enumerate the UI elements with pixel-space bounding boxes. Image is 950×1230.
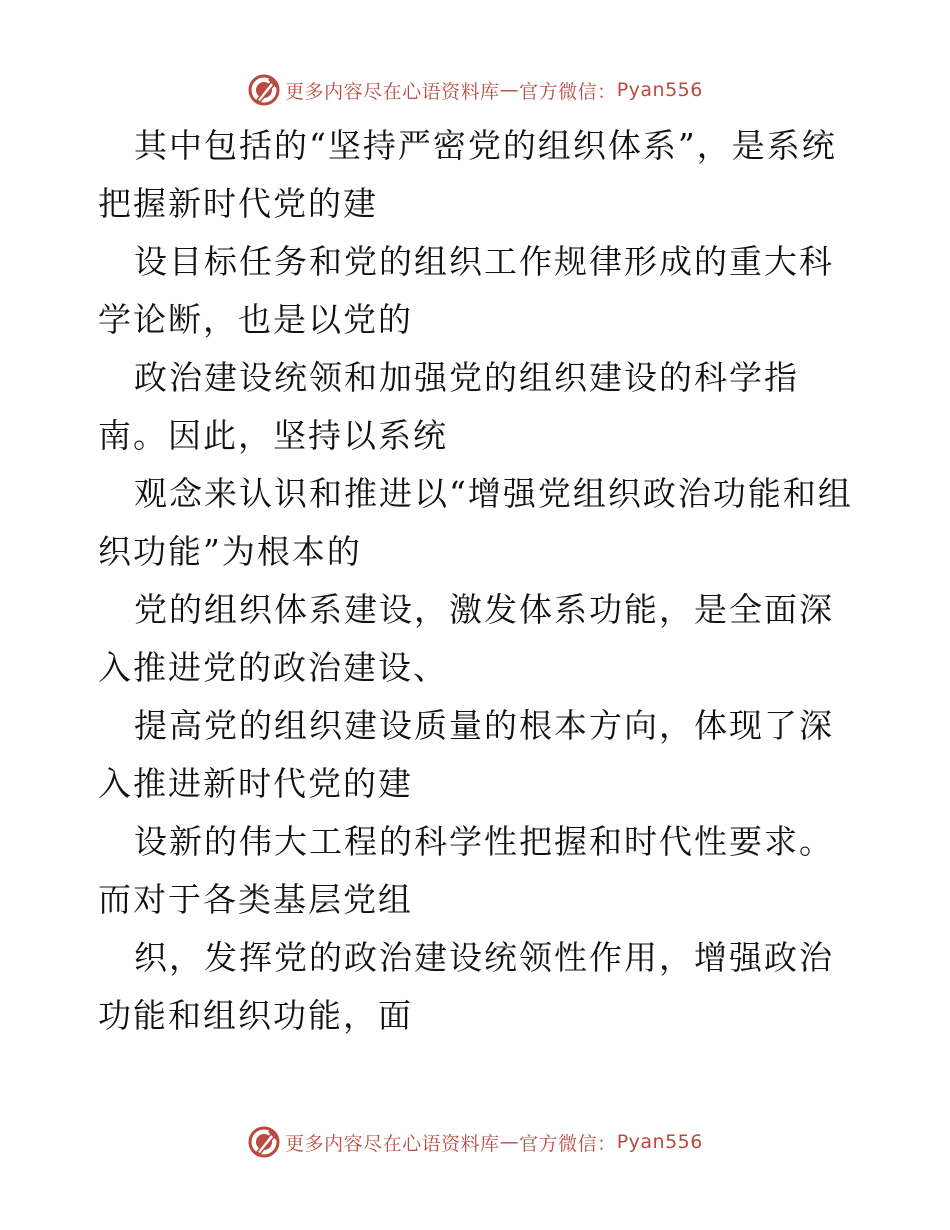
watermark-wechat-label: 官方微信：: [519, 80, 617, 103]
header-watermark: [0, 70, 950, 110]
watermark-wechat-id: Pyan556: [616, 79, 703, 101]
paragraph: 织，发挥党的政治建设统领性作用，增强政治功能和组织功能，面: [98, 938, 834, 1035]
paragraph: 其中包括的“坚持严密党的组织体系”，是系统把握新时代党的建: [98, 126, 837, 223]
paragraph: 设目标任务和党的组织工作规律形成的重大科学论断，也是以党的: [98, 242, 834, 339]
paragraph: 政治建设统领和加强党的组织建设的科学指南。因此，坚持以系统: [98, 358, 799, 455]
paragraph: 党的组织体系建设，激发体系功能，是全面深入推进党的政治建设、: [98, 590, 834, 687]
watermark-brand: 更多内容尽在心语资料库: [285, 80, 500, 103]
watermark-separator: —: [499, 79, 520, 101]
document-body: [98, 117, 858, 1045]
paragraph: 提高党的组织建设质量的根本方向，体现了深入推进新时代党的建: [98, 706, 834, 803]
watermark-brand: 更多内容尽在心语资料库: [285, 1132, 500, 1155]
watermark-wechat-label: 官方微信：: [519, 1132, 617, 1155]
watermark-wechat-id: Pyan556: [616, 1131, 703, 1153]
footer-watermark: [0, 1122, 950, 1162]
paragraph: 设新的伟大工程的科学性把握和时代性要求。而对于各类基层党组: [98, 822, 834, 919]
watermark-separator: —: [499, 1131, 520, 1153]
pen-logo-icon: [247, 1125, 281, 1159]
pen-logo-icon: [247, 73, 281, 107]
paragraph: 观念来认识和推进以“增强党组织政治功能和组织功能”为根本的: [98, 474, 853, 571]
